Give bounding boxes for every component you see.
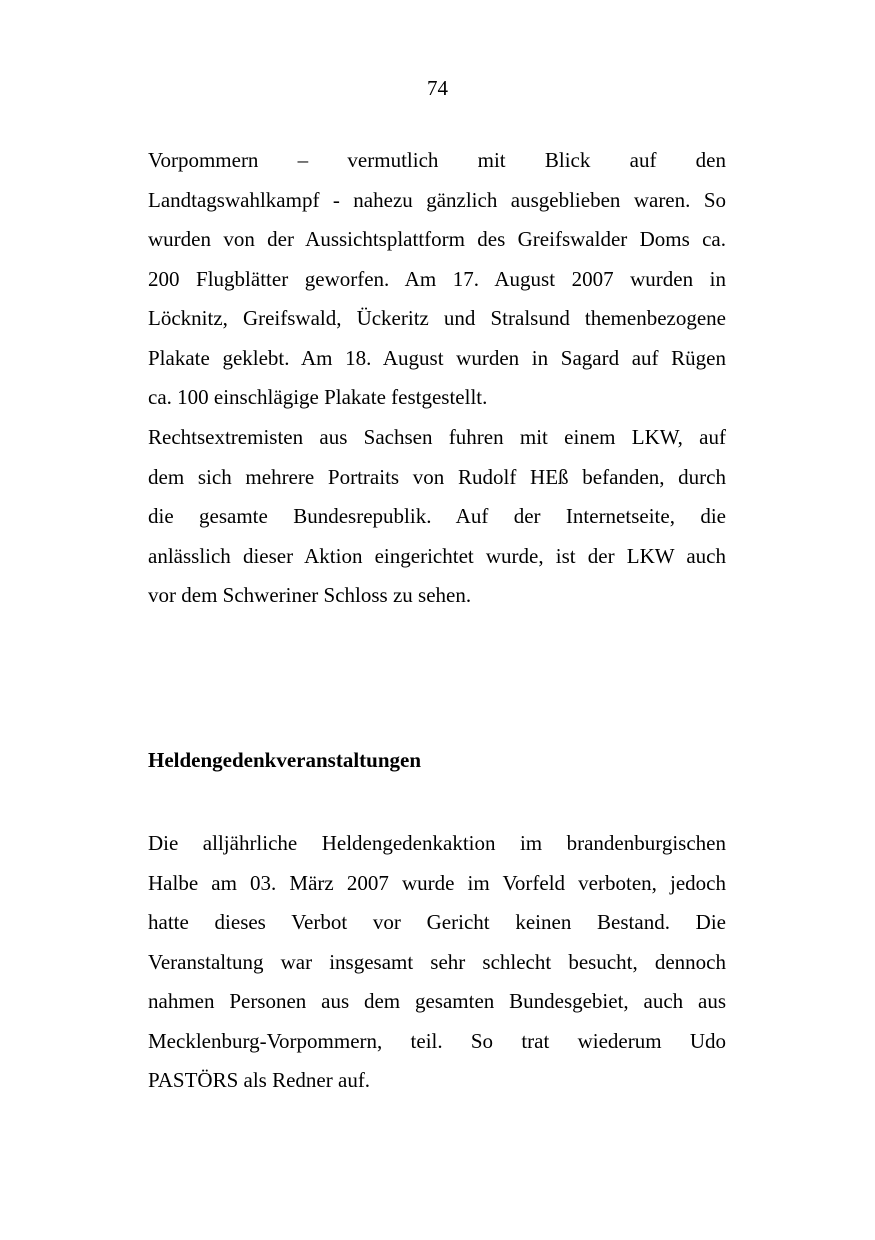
paragraph-line: anlässlich dieser Aktion eingerichtet wurde, ist der LKW auch	[148, 543, 726, 568]
paragraph-line: Mecklenburg-Vorpommern, teil. So trat wiederum Udo	[148, 1028, 726, 1053]
paragraph-line: vor dem Schweriner Schloss zu sehen.	[148, 583, 472, 607]
paragraph-line: Halbe am 03. März 2007 wurde im Vorfeld verboten, jedoch	[148, 870, 726, 895]
paragraph-line: Landtagswahlkampf - nahezu gänzlich ausgeblieben waren. So	[148, 187, 726, 212]
paragraph-line: wurden von der Aussichtsplattform des Greifswalder Doms ca.	[148, 227, 726, 251]
paragraph-line: Vorpommern – vermutlich mit Blick auf den	[148, 148, 726, 172]
paragraph-leaflets	[148, 141, 726, 418]
paragraph-halbe	[148, 824, 726, 1101]
paragraph-line: PASTÖRS als Redner auf.	[148, 1068, 371, 1092]
paragraph-line: Veranstaltung war insgesamt sehr schlecht besucht, dennoch	[148, 949, 726, 974]
page-number: 74	[427, 76, 448, 100]
paragraph-line: Plakate geklebt. Am 18. August wurden in Sagard auf Rügen	[148, 345, 726, 370]
paragraph-line: Die alljährliche Heldengedenkaktion im brandenburgischen	[148, 831, 726, 855]
paragraph-line: hatte dieses Verbot vor Gericht keinen Bestand. Die	[148, 910, 726, 934]
paragraph-line: die gesamte Bundesrepublik. Auf der Internetseite, die	[148, 504, 726, 528]
paragraph-line: ca. 100 einschlägige Plakate festgestellt.	[148, 385, 488, 409]
section-heading: Heldengedenkveranstaltungen	[148, 748, 422, 772]
paragraph-line: Löcknitz, Greifswald, Ückeritz und Stralsund themenbezogene	[148, 306, 726, 330]
paragraph-line: 200 Flugblätter geworfen. Am 17. August 2007 wurden in	[148, 266, 726, 291]
paragraph-line: Rechtsextremisten aus Sachsen fuhren mit einem LKW, auf	[148, 425, 726, 449]
paragraph-line: dem sich mehrere Portraits von Rudolf HEß befanden, durch	[148, 464, 726, 489]
paragraph-lkw	[148, 418, 726, 616]
paragraph-line: nahmen Personen aus dem gesamten Bundesgebiet, auch aus	[148, 989, 726, 1013]
